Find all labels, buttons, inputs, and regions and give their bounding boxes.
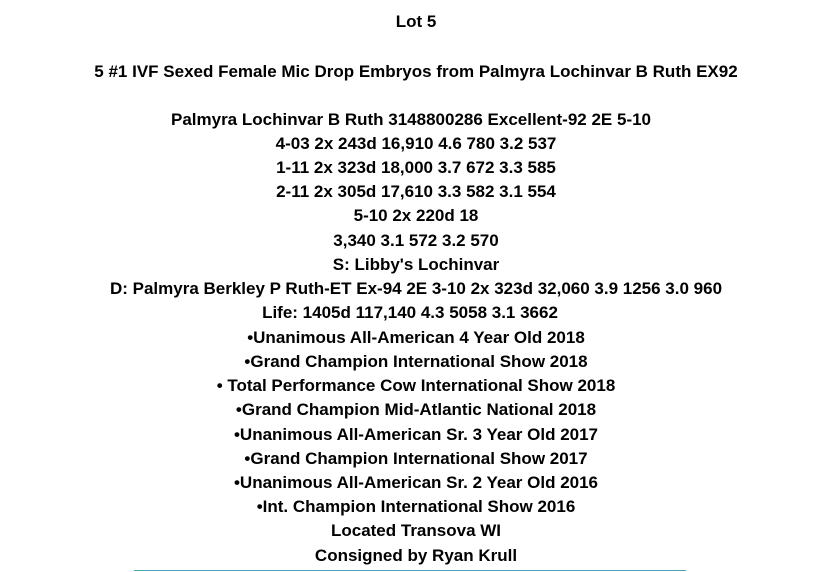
award-item: •Grand Champion International Show 2017 — [244, 449, 588, 468]
award-item: •Unanimous All-American Sr. 2 Year Old 2016 — [233, 473, 599, 492]
award-item: • Total Performance Cow International Show 2018 — [216, 376, 616, 395]
award-item: •Int. Champion International Show 2016 — [256, 497, 576, 516]
production-record: 4-03 2x 243d 16,910 4.6 780 3.2 537 — [275, 134, 557, 153]
lot-title: Lot 5 — [395, 12, 437, 31]
dam-line: D: Palmyra Berkley P Ruth-ET Ex-94 2E 3-10 2x 323d 32,060 3.9 1256 3.0 960 — [109, 279, 723, 298]
bottom-divider — [134, 570, 686, 571]
location-line: Located Transova WI — [330, 521, 502, 540]
cow-name-line: Palmyra Lochinvar B Ruth 3148800286 Excellent-92 2E 5-10 — [170, 110, 652, 129]
production-record: 5-10 2x 220d 18 — [353, 206, 479, 225]
award-item: •Unanimous All-American Sr. 3 Year Old 2017 — [233, 425, 599, 444]
sire-line: S: Libby's Lochinvar — [332, 255, 500, 274]
award-item: •Unanimous All-American 4 Year Old 2018 — [247, 328, 585, 347]
award-item: •Grand Champion International Show 2018 — [244, 352, 588, 371]
award-item: •Grand Champion Mid-Atlantic National 2018 — [235, 400, 597, 419]
consignor-line: Consigned by Ryan Krull — [314, 546, 518, 565]
production-record: 3,340 3.1 572 3.2 570 — [333, 231, 499, 250]
production-record: 1-11 2x 323d 18,000 3.7 672 3.3 585 — [276, 158, 556, 177]
production-record: 2-11 2x 305d 17,610 3.3 582 3.1 554 — [276, 182, 556, 201]
lifetime-record: Life: 1405d 117,140 4.3 5058 3.1 3662 — [262, 303, 558, 322]
lot-headline: 5 #1 IVF Sexed Female Mic Drop Embryos from Palmyra Lochinvar B Ruth EX92 — [94, 62, 738, 81]
